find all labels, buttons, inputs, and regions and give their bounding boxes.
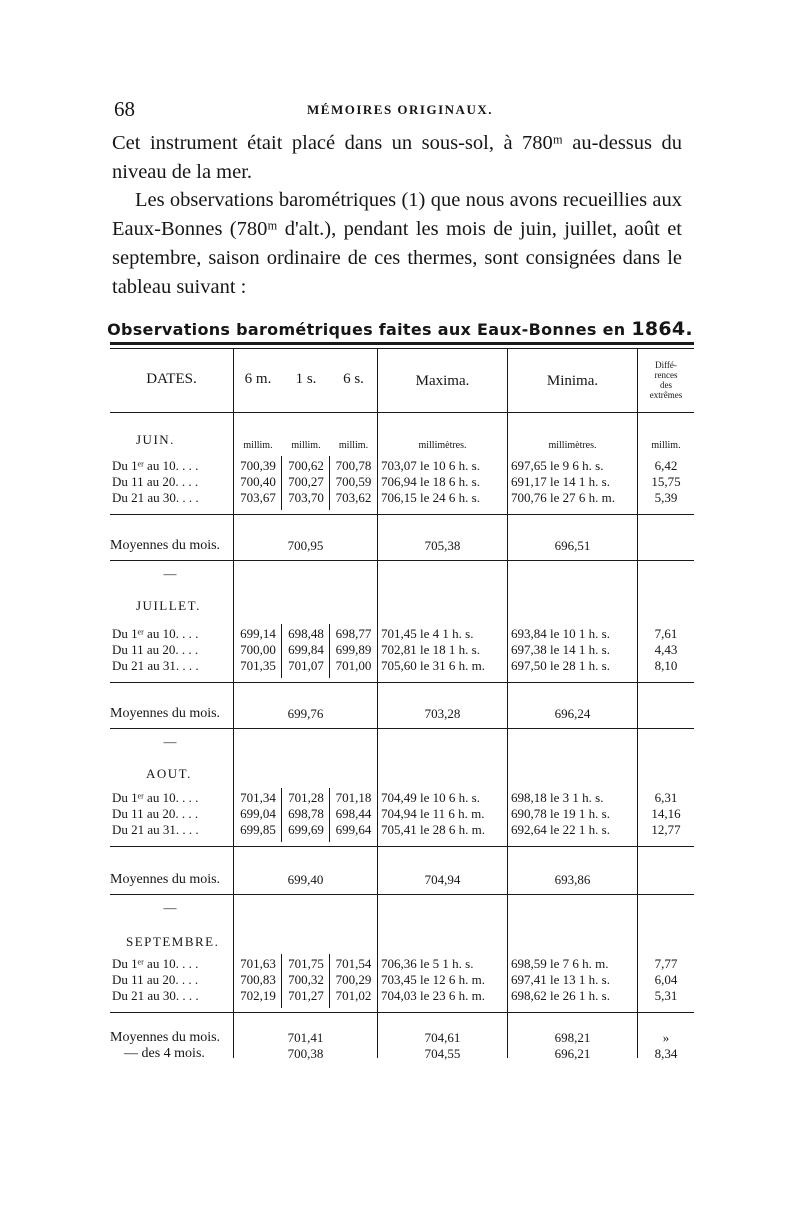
row-date: Du 1ᵉʳ au 10. . . .	[112, 956, 199, 971]
row-date: Du 11 au 20. . . .	[112, 642, 199, 657]
header-bottom-rule	[110, 412, 694, 413]
header-dates: DATES.	[146, 371, 197, 387]
row-maxima-value: 704,49 le 10 6 h. s.	[381, 790, 480, 805]
row-6m-value: 701,63	[240, 956, 276, 971]
row-minima-value: 693,84 le 10 1 h. s.	[511, 626, 610, 641]
row-minima-value: 697,41 le 13 1 h. s.	[511, 972, 610, 987]
row-maxima-value: 705,60 le 31 6 h. m.	[381, 658, 485, 673]
row-6m-value: 701,35	[240, 658, 276, 673]
row-date: Du 21 au 31. . . .	[112, 822, 199, 837]
section-separator-dash: —	[163, 734, 177, 749]
inner-divider-6s	[329, 456, 330, 510]
row-6s-value: 701,02	[335, 988, 372, 1003]
header-diff-line1: Diffé-	[655, 360, 677, 370]
unit-diff: millim.	[651, 440, 681, 451]
row-date: Du 1ᵉʳ au 10. . . .	[112, 458, 199, 473]
total-minima-mean: 696,21	[554, 1046, 591, 1061]
row-6s-value: 701,00	[335, 658, 372, 673]
header-diff-line4: extrêmes	[649, 390, 683, 400]
row-1s-value: 701,27	[288, 988, 324, 1003]
inner-divider-1s	[281, 456, 282, 510]
row-maxima-value: 705,41 le 28 6 h. m.	[381, 822, 485, 837]
row-maxima-value: 701,45 le 4 1 h. s.	[381, 626, 474, 641]
monthly-mean-label: Moyennes du mois.	[110, 872, 221, 887]
monthly-minima-mean: 696,51	[554, 538, 591, 553]
row-date: Du 11 au 20. . . .	[112, 806, 199, 821]
top-rule-thick	[110, 342, 694, 345]
row-6m-value: 702,19	[240, 988, 276, 1003]
row-diff-value: 14,16	[651, 806, 681, 821]
data-block-rule	[110, 682, 694, 683]
top-rule-thin	[110, 348, 694, 349]
row-6s-value: 698,77	[335, 626, 372, 641]
unit-1s: millim.	[291, 440, 321, 451]
unit-minima: millimètres.	[548, 440, 597, 451]
monthly-mean-value: 700,95	[287, 538, 324, 553]
row-6s-value: 701,18	[335, 790, 372, 805]
page-number: 68	[114, 97, 135, 121]
row-6m-value: 700,00	[240, 642, 276, 657]
row-6m-value: 700,40	[240, 474, 276, 489]
monthly-diff-mean: »	[662, 1030, 670, 1045]
row-date: Du 1ᵉʳ au 10. . . .	[112, 790, 199, 805]
row-6s-value: 699,89	[335, 642, 372, 657]
row-1s-value: 700,32	[288, 972, 324, 987]
row-maxima-value: 704,94 le 11 6 h. m.	[381, 806, 485, 821]
row-1s-value: 699,84	[288, 642, 324, 657]
monthly-mean-rule	[110, 728, 694, 729]
row-date: Du 21 au 30. . . .	[112, 490, 199, 505]
section-name: JUILLET.	[136, 598, 201, 613]
row-minima-value: 698,62 le 26 1 h. s.	[511, 988, 610, 1003]
row-6s-value: 699,64	[335, 822, 372, 837]
monthly-maxima-mean: 704,94	[424, 872, 461, 887]
row-minima-value: 690,78 le 19 1 h. s.	[511, 806, 610, 821]
row-diff-value: 7,61	[654, 626, 678, 641]
row-maxima-value: 706,36 le 5 1 h. s.	[381, 956, 474, 971]
col-divider-maxima	[377, 348, 378, 1058]
row-diff-value: 6,04	[654, 972, 678, 987]
row-date: Du 11 au 20. . . .	[112, 474, 199, 489]
row-minima-value: 697,38 le 14 1 h. s.	[511, 642, 610, 657]
row-6m-value: 699,04	[240, 806, 276, 821]
table-title	[0, 318, 800, 340]
monthly-minima-mean: 696,24	[554, 706, 591, 721]
row-1s-value: 703,70	[288, 490, 324, 505]
monthly-mean-label: Moyennes du mois.	[110, 1030, 221, 1045]
row-diff-value: 8,10	[654, 658, 678, 673]
monthly-minima-mean: 693,86	[554, 872, 591, 887]
data-block-rule	[110, 846, 694, 847]
row-diff-value: 5,31	[654, 988, 678, 1003]
total-diff-value: 8,34	[654, 1046, 678, 1061]
row-1s-value: 701,07	[288, 658, 324, 673]
monthly-maxima-mean: 704,61	[424, 1030, 461, 1045]
row-6s-value: 698,44	[335, 806, 372, 821]
col-divider-dates	[233, 348, 234, 1058]
monthly-mean-value: 701,41	[287, 1030, 324, 1045]
row-diff-value: 4,43	[654, 642, 678, 657]
row-maxima-value: 702,81 le 18 1 h. s.	[381, 642, 480, 657]
monthly-mean-label: Moyennes du mois.	[110, 706, 221, 721]
section-separator-dash: —	[163, 900, 177, 915]
inner-divider-6s	[329, 954, 330, 1008]
monthly-maxima-mean: 703,28	[424, 706, 461, 721]
row-6s-value: 700,78	[335, 458, 372, 473]
row-date: Du 1ᵉʳ au 10. . . .	[112, 626, 199, 641]
data-block-rule	[110, 1012, 694, 1013]
monthly-mean-value: 699,76	[287, 706, 324, 721]
row-6m-value: 700,83	[240, 972, 276, 987]
row-1s-value: 701,75	[288, 956, 324, 971]
monthly-mean-rule	[110, 894, 694, 895]
row-minima-value: 691,17 le 14 1 h. s.	[511, 474, 610, 489]
unit-6m: millim.	[243, 440, 273, 451]
header-differences	[638, 360, 694, 400]
col-divider-minima	[507, 348, 508, 1058]
header-6s: 6 s.	[343, 371, 364, 387]
row-diff-value: 5,39	[654, 490, 678, 505]
row-minima-value: 700,76 le 27 6 h. m.	[511, 490, 615, 505]
row-6m-value: 703,67	[240, 490, 276, 505]
row-6m-value: 700,39	[240, 458, 276, 473]
row-maxima-value: 704,03 le 23 6 h. m.	[381, 988, 485, 1003]
header-diff-line2: rences	[654, 370, 678, 380]
monthly-minima-mean: 698,21	[554, 1030, 591, 1045]
section-name: JUIN.	[136, 432, 175, 447]
row-diff-value: 6,42	[654, 458, 678, 473]
row-minima-value: 698,18 le 3 1 h. s.	[511, 790, 604, 805]
row-6s-value: 701,54	[335, 956, 372, 971]
row-minima-value: 697,65 le 9 6 h. s.	[511, 458, 604, 473]
total-maxima-mean: 704,55	[424, 1046, 461, 1061]
row-6s-value: 700,29	[335, 972, 372, 987]
row-minima-value: 698,59 le 7 6 h. m.	[511, 956, 609, 971]
row-1s-value: 698,78	[288, 806, 324, 821]
unit-maxima: millimètres.	[418, 440, 467, 451]
row-minima-value: 697,50 le 28 1 h. s.	[511, 658, 610, 673]
header-maxima: Maxima.	[415, 373, 470, 389]
observations-table	[110, 342, 694, 1062]
row-1s-value: 701,28	[288, 790, 324, 805]
table-title-text: Observations barométriques faites aux Eaux-Bonnes en	[107, 320, 626, 339]
row-maxima-value: 703,07 le 10 6 h. s.	[381, 458, 480, 473]
inner-divider-1s	[281, 954, 282, 1008]
row-date: Du 21 au 31. . . .	[112, 658, 199, 673]
header-diff-line3: des	[660, 380, 672, 390]
row-minima-value: 692,64 le 22 1 h. s.	[511, 822, 610, 837]
header-minima: Minima.	[546, 373, 599, 389]
row-6m-value: 701,34	[240, 790, 276, 805]
row-1s-value: 700,27	[288, 474, 324, 489]
row-date: Du 11 au 20. . . .	[112, 972, 199, 987]
unit-6s: millim.	[338, 440, 369, 451]
row-maxima-value: 706,15 le 24 6 h. s.	[381, 490, 480, 505]
inner-divider-6s	[329, 624, 330, 678]
running-title: MÉMOIRES ORIGINAUX.	[307, 102, 493, 117]
paragraph-2: Les observations barométriques (1) que nous avons recueillies aux Eaux-Bonnes (780ᵐ d'alt.), pendant les mois de juin, juillet, août et septembre, saison ordinaire de ces thermes, sont consignées dans le tableau suivant :	[112, 189, 682, 298]
monthly-maxima-mean: 705,38	[424, 538, 461, 553]
monthly-mean-rule	[110, 560, 694, 561]
monthly-mean-label: Moyennes du mois.	[110, 538, 221, 553]
inner-divider-6s	[329, 788, 330, 842]
row-1s-value: 700,62	[288, 458, 324, 473]
total-mean-label: — des 4 mois.	[124, 1046, 205, 1061]
row-6s-value: 703,62	[335, 490, 372, 505]
section-separator-dash: —	[163, 566, 177, 581]
row-diff-value: 15,75	[651, 474, 681, 489]
table-title-year: 1864.	[631, 318, 693, 340]
total-mean-value: 700,38	[287, 1046, 324, 1061]
row-maxima-value: 706,94 le 18 6 h. s.	[381, 474, 480, 489]
section-name: AOUT.	[146, 766, 192, 781]
row-date: Du 21 au 30. . . .	[112, 988, 199, 1003]
row-6m-value: 699,85	[240, 822, 276, 837]
row-maxima-value: 703,45 le 12 6 h. m.	[381, 972, 485, 987]
row-diff-value: 6,31	[654, 790, 678, 805]
section-name: SEPTEMBRE.	[126, 934, 220, 949]
row-diff-value: 12,77	[651, 822, 681, 837]
row-1s-value: 699,69	[288, 822, 324, 837]
header-1s: 1 s.	[295, 371, 317, 387]
row-6m-value: 699,14	[240, 626, 276, 641]
paragraph-1: Cet instrument était placé dans un sous-sol, à 780ᵐ au-dessus du niveau de la mer.	[112, 132, 682, 183]
monthly-mean-value: 699,40	[287, 872, 324, 887]
col-divider-diff	[637, 348, 638, 1058]
inner-divider-1s	[281, 624, 282, 678]
row-diff-value: 7,77	[654, 956, 678, 971]
row-1s-value: 698,48	[288, 626, 324, 641]
inner-divider-1s	[281, 788, 282, 842]
data-block-rule	[110, 514, 694, 515]
row-6s-value: 700,59	[335, 474, 372, 489]
header-6m: 6 m.	[244, 371, 272, 387]
